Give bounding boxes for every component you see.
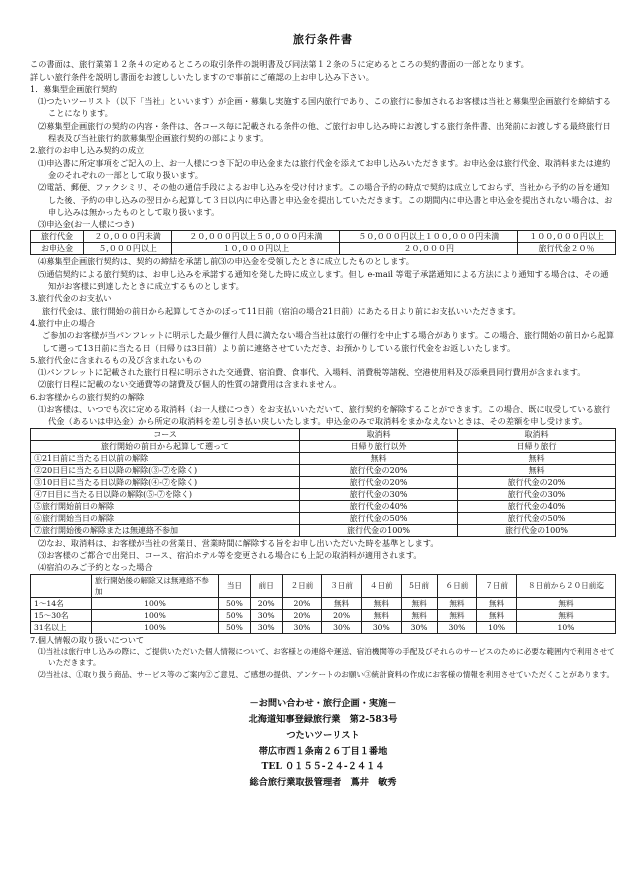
table-header: ８日前から２０日前迄 [517,574,616,597]
table-header: 前日 [250,574,282,597]
table-cell: 無料 [517,597,616,609]
section-7-item-1: ⑴当社は旅行申し込みの際に、ご提供いただいた個人情報について、お客様との連絡や運送、宿泊機関等の手配及びそれらのサービスのために必要な範囲内で利用させていただきます。 [38,646,615,668]
table-row [31,597,616,609]
table-cell: 50% [219,609,251,621]
table-cell: 無料 [458,452,616,464]
table-cell: 15～30名 [31,609,92,621]
page-title: 旅行条件書 [293,33,353,46]
table-row [31,512,616,524]
table-cell: ①21日前に当たる日以前の解除 [31,452,300,464]
table-header: ４日前 [361,574,401,597]
table-cell: 20% [250,597,282,609]
table-row [31,428,616,440]
table-cell: 無料 [437,609,477,621]
table-header: ２日前 [282,574,322,597]
section-2-item-1: ⑴申込書に所定事項をご記入の上、お一人様につき下記の申込金または旅行代金を添えてお申し込みいただきます。お申込金は旅行代金、取消料または違約金のそれぞれの一部として取り扱います。 [38,157,611,180]
table-cell: ④7日目に当たる日以降の解除(⑤-⑦を除く) [31,488,300,500]
table-cell: ２０,０００円 [340,243,518,255]
section-5-item-1: ⑴パンフレットに記載された旅行日程に明示された交通費、宿泊費、食事代、入場料、消費税等諸税、空港使用料及び添乗員同行費用が含まれます。 [38,367,586,378]
table-cell: 無料 [300,452,458,464]
section-6-item-2: ⑵なお、取消料は、お客様が当社の営業日、営業時間に解除する旨をお申し出いただいた時を基準とします。 [38,537,439,548]
table-cell: 100% [92,609,219,621]
cancellation-fee-table [30,428,616,537]
table-cell: ２０,０００円未満 [84,231,172,243]
section-6-heading: 6.お客様からの旅行契約の解除 [30,391,145,402]
table-cell: お申込金 [31,243,84,255]
table-cell: 30% [322,621,362,633]
section-6-item-3: ⑶お客様のご都合で出発日、コース、宿泊ホテル等を変更される場合にも上記の取消料が適用されます。 [38,549,422,560]
section-1-item-1: ⑴つたいツーリスト（以下「当社」といいます）が企画・募集し実施する国内旅行であり、この旅行に参加されるお客様は当社と募集型企画旅行を締結することになります。 [38,96,611,119]
table-cell: 旅行代金の40% [300,500,458,512]
table-cell: １０,０００円以上 [172,243,340,255]
footer-phone: TEL ０１５５-２４-２４１４ [261,761,385,773]
intro-line-2: 詳しい旅行条件を説明し書面をお渡ししいたしますので事前にご確認の上お申し込み下さい。 [30,71,374,82]
table-row [31,476,616,488]
table-cell: 20% [282,597,322,609]
table-header: 日帰り旅行 [458,440,616,452]
table-header: 日帰り旅行以外 [300,440,458,452]
lodging-cancellation-table [30,574,616,634]
section-1-heading: 1．募集型企画旅行契約 [30,83,118,94]
table-cell: 無料 [437,597,477,609]
table-cell: ⑥旅行開始当日の解除 [31,512,300,524]
table-header: 取消料 [458,428,616,440]
table-cell: 旅行代金の20% [300,464,458,476]
table-cell: 100% [92,597,219,609]
table-row [31,500,616,512]
table-cell: 31名以上 [31,621,92,633]
table-cell: 1～14名 [31,597,92,609]
table-header: 5日前 [401,574,437,597]
table-cell: 30% [250,621,282,633]
section-2-item-5: ⑸通信契約による旅行契約は、お申し込みを承諾する通知を発した時に成立します。但し e-mail 等電子承諾通知による方法により通知する場合は、その通知がお客様に到達したときに成立するものとします。 [38,268,609,292]
footer-registration: 北海道知事登録旅行業 第2-583号 [248,714,398,726]
table-row [31,231,616,243]
table-cell: 旅行代金の30% [300,488,458,500]
footer-address: 帯広市西１条南２６丁目１番地 [258,745,388,757]
table-cell: 旅行代金２０％ [518,243,616,255]
footer-manager: 総合旅行業取扱管理者 蔦井 敏秀 [249,777,397,789]
table-row [31,488,616,500]
table-cell: 旅行代金の30% [458,488,616,500]
table-row [31,452,616,464]
table-header: ６日前 [437,574,477,597]
table-cell: 無料 [458,464,616,476]
table-cell: 20% [322,609,362,621]
intro-line-1: この書面は、旅行業第１２条４の定めるところの取引条件の説明書及び同法第１２条の５に定めるところの契約書面の一部となります。 [30,59,529,70]
table-row [31,574,616,597]
table-row [31,243,616,255]
table-cell: 30% [361,621,401,633]
table-cell: ⑤旅行開始前日の解除 [31,500,300,512]
table-header: ７日前 [477,574,517,597]
table-cell: 無料 [401,597,437,609]
section-5-item-2: ⑵旅行日程に記載のない交通費等の諸費及び個人的性質の諸費用は含まれません。 [38,379,342,390]
table-cell: 30% [282,621,322,633]
table-cell: 無料 [401,609,437,621]
section-4-heading: 4.旅行中止の場合 [30,317,96,328]
table-cell: １００,０００円以上 [518,231,616,243]
contact-footer [30,696,616,791]
table-cell: 旅行代金 [31,231,84,243]
table-cell: 無料 [361,609,401,621]
table-cell: ③10日目に当たる日以降の解除(④-⑦を除く) [31,476,300,488]
table-header: 当日 [219,574,251,597]
table-header: 取消料 [300,428,458,440]
table-cell: ⑦旅行開始後の解除または無連絡不参加 [31,524,300,536]
section-7-item-2: ⑵当社は、①取り扱う商品、サービス等のご案内②ご意見、ご感想の提供、アンケートのお願い③統計資料の作成にお客様の情報を利用させていただくことがあります。 [38,669,615,679]
section-6-item-4: ⑷宿泊のみご予約となった場合 [38,562,153,573]
table-cell: 100% [92,621,219,633]
section-2-heading: 2.旅行のお申し込み契約の成立 [30,145,145,156]
table-header: コース [31,428,300,440]
table-cell: 旅行代金の50% [300,512,458,524]
table-cell: 無料 [322,597,362,609]
footer-heading: －お問い合わせ・旅行企画・実施－ [249,698,397,710]
table-row [31,621,616,633]
table-cell: 無料 [517,609,616,621]
section-5-heading: 5.旅行代金に含まれるもの及び含まれないもの [30,354,202,365]
table-cell: 無料 [477,609,517,621]
section-7-heading: 7.個人情報の取り扱いについて [30,634,145,645]
table-cell: ２０,０００円以上５０,０００円未満 [172,231,340,243]
table-cell: ②20日目に当たる日以降の解除(③-⑦を除く) [31,464,300,476]
table-header: ３日前 [322,574,362,597]
table-header: 旅行開始後の解除又は無連絡不参加 [92,574,219,597]
table-header: 旅行開始の前日から起算して遡って [31,440,300,452]
table-cell: 50% [219,597,251,609]
table-header [31,574,92,597]
table-cell: 30% [401,621,437,633]
deposit-table [30,230,616,255]
table-cell: 旅行代金の20% [300,476,458,488]
table-row [31,524,616,536]
table-cell: 旅行代金の100% [458,524,616,536]
table-cell: 50% [219,621,251,633]
table-cell: 20% [282,609,322,621]
table-cell: 旅行代金の100% [300,524,458,536]
section-4-text: ご参加のお客様が当パンフレットに明示した最少催行人員に満たない場合当社は旅行の催行を中止する場合があります。この場合、旅行開始の前日から起算して遡って13日前に当たる日（日帰りは3日前）より前に連絡させていただき、お預かりしている旅行代金をお返しいたします。 [42,330,615,353]
table-cell: 無料 [477,597,517,609]
table-cell: ５,０００円以上 [84,243,172,255]
table-cell: 旅行代金の50% [458,512,616,524]
section-3-heading: 3.旅行代金のお支払い [30,293,112,304]
table-cell: 10% [517,621,616,633]
section-2-item-3: ⑶申込金(お一人様につき) [38,219,135,230]
table-cell: 旅行代金の20% [458,476,616,488]
table-row [31,440,616,452]
table-cell: ５０,０００円以上１００,０００円未満 [340,231,518,243]
table-row [31,609,616,621]
section-6-item-1: ⑴お客様は、いつでも次に定める取消料（お一人様につき）をお支払いいただいて、旅行契約を解除することができます。この場合、既に収受している旅行代金（あるいは申込金）から所定の取消料を差し引き払い戻しいたします。申込金のみで取消料をまかなえないときは、その差額を申し受けます。 [38,404,611,427]
table-cell: 30% [437,621,477,633]
table-cell: 旅行代金の40% [458,500,616,512]
table-cell: 30% [250,609,282,621]
table-cell: 10% [477,621,517,633]
section-1-item-2: ⑵募集型企画旅行の契約の内容・条件は、各コース毎に記載される条件の他、ご旅行お申し込み時にお渡しする旅行条件書、出発前にお渡しする最終旅行日程表及び当社旅行約款募集型企画旅行契約の部によります。 [38,120,611,144]
table-row [31,464,616,476]
table-cell: 無料 [361,597,401,609]
section-3-text: 旅行代金は、旅行開始の前日から起算してさかのぼって11日前（宿泊の場合21日前）にあたる日より前にお支払いいただきます。 [42,305,521,316]
footer-company: つたいツーリスト [286,729,360,741]
section-2-item-4: ⑷募集型企画旅行契約は、契約の締結を承諾し前⑶の申込金を受領したときに成立したものとします。 [38,256,414,267]
section-2-item-2: ⑵電話、郵便、ファクシミリ、その他の通信手段によるお申し込みを受け付けます。この場合予約の時点で契約は成立しておらず、当社から予約の旨を通知した後、予約の申し込みの翌日から起算して３日以内に申込書と申込金を提出していただきます。この期間内に申込書と申込金を提出されない場合は、お申し込みは無かったものとして取り扱います。 [38,182,613,217]
